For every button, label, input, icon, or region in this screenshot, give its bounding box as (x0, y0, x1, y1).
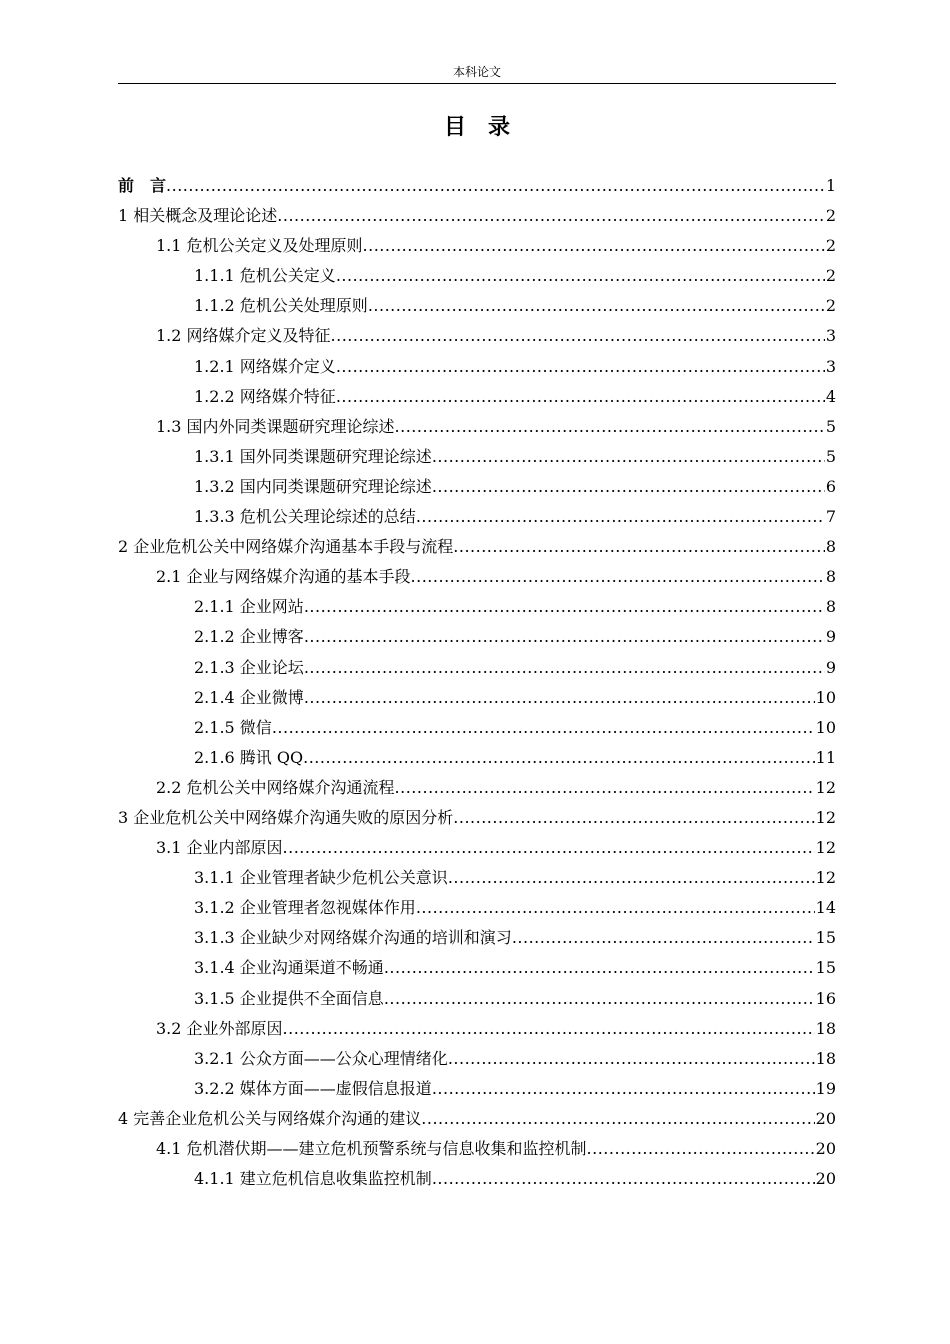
toc-entry-page-number: 3 (825, 326, 836, 346)
toc-dot-leader (416, 502, 825, 532)
toc-entry-label: 1 相关概念及理论论述 (118, 206, 278, 226)
toc-entry[interactable] (118, 201, 836, 231)
toc-dot-leader (448, 863, 815, 893)
toc-dot-leader (512, 923, 815, 953)
toc-dot-leader (453, 532, 825, 562)
toc-entry-label: 2.2 危机公关中网络媒介沟通流程 (156, 777, 395, 797)
toc-dot-leader (384, 984, 815, 1014)
toc-entry-label: 4.1.1 建立危机信息收集监控机制 (194, 1169, 432, 1189)
toc-entry-page-number: 19 (815, 1078, 836, 1098)
toc-entry-label: 2.1.3 企业论坛 (194, 657, 304, 677)
toc-entry-page-number: 14 (815, 898, 836, 918)
toc-entry-page-number: 8 (825, 567, 836, 587)
toc-entry-page-number: 2 (825, 266, 836, 286)
toc-entry-page-number: 9 (825, 657, 836, 677)
toc-dot-leader (448, 1044, 815, 1074)
toc-dot-leader (166, 171, 825, 201)
toc-entry-label: 3.1 企业内部原因 (156, 838, 283, 858)
toc-dot-leader (384, 953, 815, 983)
toc-entry-page-number: 2 (825, 206, 836, 226)
toc-entry-page-number: 2 (825, 236, 836, 256)
toc-entry-page-number: 12 (815, 868, 836, 888)
toc-dot-leader (304, 622, 825, 652)
toc-entry-page-number: 18 (815, 1018, 836, 1038)
toc-entry[interactable] (118, 502, 836, 532)
toc-entry[interactable] (118, 352, 836, 382)
toc-dot-leader (304, 653, 825, 683)
toc-dot-leader (272, 713, 815, 743)
toc-entry[interactable] (118, 592, 836, 622)
toc-entry[interactable] (118, 1044, 836, 1074)
toc-entry[interactable] (118, 893, 836, 923)
toc-entry-label: 1.3 国内外同类课题研究理论综述 (156, 416, 395, 436)
toc-entry-label: 3.2 企业外部原因 (156, 1018, 283, 1038)
toc-entry-page-number: 9 (825, 627, 836, 647)
toc-entry-page-number: 20 (815, 1139, 836, 1158)
toc-entry-label: 3.2.1 公众方面——公众心理情绪化 (194, 1048, 448, 1068)
toc-entry[interactable] (118, 382, 836, 412)
toc-entry-page-number: 5 (825, 446, 836, 466)
toc-entry-label: 1.2.2 网络媒介特征 (194, 386, 336, 406)
toc-entry-page-number: 11 (815, 747, 836, 767)
toc-entry-label: 3.2.2 媒体方面——虚假信息报道 (194, 1078, 432, 1098)
toc-dot-leader (336, 382, 825, 412)
toc-entry-page-number: 8 (825, 597, 836, 617)
toc-entry-label: 1.3.3 危机公关理论综述的总结 (194, 507, 416, 527)
toc-entry[interactable] (118, 1164, 836, 1194)
toc-entry-label: 2 企业危机公关中网络媒介沟通基本手段与流程 (118, 537, 454, 557)
toc-dot-leader (416, 893, 815, 923)
toc-entry-label: 4 完善企业危机公关与网络媒介沟通的建议 (118, 1108, 422, 1128)
toc-entry[interactable] (118, 412, 836, 442)
toc-entry[interactable] (118, 622, 836, 652)
toc-entry[interactable] (118, 773, 836, 803)
toc-entry-label: 3.1.4 企业沟通渠道不畅通 (194, 958, 384, 978)
toc-entry-label: 2.1.2 企业博客 (194, 627, 304, 647)
toc-entry[interactable] (118, 863, 836, 893)
toc-entry-page-number: 16 (815, 988, 836, 1008)
toc-dot-leader (283, 1014, 815, 1044)
toc-entry[interactable] (118, 231, 836, 261)
toc-entry-label: 3.1.3 企业缺少对网络媒介沟通的培训和演习 (194, 928, 512, 948)
toc-dot-leader (304, 683, 815, 713)
toc-entry-page-number: 4 (825, 386, 836, 406)
toc-entry[interactable] (118, 171, 836, 201)
toc-dot-leader (411, 562, 825, 592)
toc-entry-page-number: 2 (825, 296, 836, 316)
toc-entry[interactable] (118, 683, 836, 713)
toc-entry-label: 3.1.1 企业管理者缺少危机公关意识 (194, 868, 448, 888)
toc-entry[interactable] (118, 923, 836, 953)
toc-entry-page-number: 12 (815, 807, 836, 827)
toc-dot-leader (303, 743, 815, 773)
toc-entry[interactable] (118, 442, 836, 472)
toc-entry-label: 2.1.6 腾讯 QQ (194, 747, 304, 767)
toc-dot-leader (336, 261, 825, 291)
toc-entry[interactable] (118, 713, 836, 743)
toc-title: 目录 (443, 114, 532, 140)
toc-entry-label: 前言 (118, 176, 183, 195)
toc-entry[interactable] (118, 1014, 836, 1044)
toc-dot-leader (336, 352, 825, 382)
toc-entry[interactable] (118, 291, 836, 321)
toc-entry[interactable] (118, 1134, 836, 1164)
toc-entry-label: 1.1.2 危机公关处理原则 (194, 296, 368, 316)
toc-entry[interactable] (118, 532, 836, 562)
toc-entry-page-number: 10 (815, 687, 836, 707)
toc-entry-label: 1.1 危机公关定义及处理原则 (156, 236, 363, 256)
toc-dot-leader (331, 321, 825, 351)
toc-entry-page-number: 3 (825, 356, 836, 376)
toc-dot-leader (395, 412, 825, 442)
toc-entry-label: 4.1 危机潜伏期——建立危机预警系统与信息收集和监控机制 (156, 1139, 587, 1158)
toc-entry-label: 2.1.1 企业网站 (194, 597, 304, 617)
toc-entry-label: 1.2 网络媒介定义及特征 (156, 326, 331, 346)
toc-entry-page-number: 1 (825, 176, 836, 195)
toc-entry-label: 3 企业危机公关中网络媒介沟通失败的原因分析 (118, 807, 454, 827)
toc-dot-leader (395, 773, 815, 803)
toc-entry[interactable] (118, 953, 836, 983)
toc-entry-page-number: 8 (825, 537, 836, 557)
toc-entry[interactable] (118, 1074, 836, 1104)
toc-entry[interactable] (118, 1104, 836, 1134)
toc-dot-leader (432, 1164, 815, 1194)
toc-entry[interactable] (118, 984, 836, 1014)
toc-dot-leader (432, 442, 825, 472)
toc-entry[interactable] (118, 472, 836, 502)
toc-dot-leader (304, 592, 825, 622)
table-of-contents (118, 171, 836, 1194)
toc-entry-label: 3.1.2 企业管理者忽视媒体作用 (194, 898, 416, 918)
toc-entry-page-number: 5 (825, 416, 836, 436)
toc-dot-leader (432, 1074, 815, 1104)
toc-entry-page-number: 15 (815, 958, 836, 978)
toc-entry-page-number: 6 (825, 476, 836, 496)
toc-entry-label: 2.1.5 微信 (194, 717, 272, 737)
toc-entry-page-number: 7 (825, 507, 836, 527)
toc-entry-label: 2.1 企业与网络媒介沟通的基本手段 (156, 567, 411, 587)
toc-entry-page-number: 20 (815, 1108, 836, 1128)
toc-entry[interactable] (118, 321, 836, 351)
page-header: 本科论文 (452, 65, 501, 79)
toc-entry-page-number: 12 (815, 777, 836, 797)
toc-entry-label: 1.1.1 危机公关定义 (194, 266, 336, 286)
toc-entry-page-number: 12 (815, 838, 836, 858)
header-divider (118, 83, 836, 84)
toc-dot-leader (587, 1134, 815, 1164)
toc-entry-page-number: 18 (815, 1048, 836, 1068)
toc-entry-page-number: 10 (815, 717, 836, 737)
toc-dot-leader (277, 201, 825, 231)
toc-entry[interactable] (118, 833, 836, 863)
toc-dot-leader (432, 472, 825, 502)
toc-entry-label: 3.1.5 企业提供不全面信息 (194, 988, 384, 1008)
toc-entry-page-number: 15 (815, 928, 836, 948)
toc-entry[interactable] (118, 562, 836, 592)
toc-dot-leader (363, 231, 825, 261)
toc-dot-leader (421, 1104, 814, 1134)
toc-entry[interactable] (118, 743, 836, 773)
toc-entry-label: 1.2.1 网络媒介定义 (194, 356, 336, 376)
toc-dot-leader (453, 803, 814, 833)
toc-entry-label: 1.3.2 国内同类课题研究理论综述 (194, 476, 432, 496)
toc-entry-page-number: 20 (815, 1169, 836, 1189)
toc-entry[interactable] (118, 803, 836, 833)
toc-entry-label: 2.1.4 企业微博 (194, 687, 304, 707)
toc-dot-leader (368, 291, 825, 321)
toc-entry[interactable] (118, 653, 836, 683)
toc-entry[interactable] (118, 261, 836, 291)
toc-entry-label: 1.3.1 国外同类课题研究理论综述 (194, 446, 432, 466)
toc-dot-leader (283, 833, 815, 863)
